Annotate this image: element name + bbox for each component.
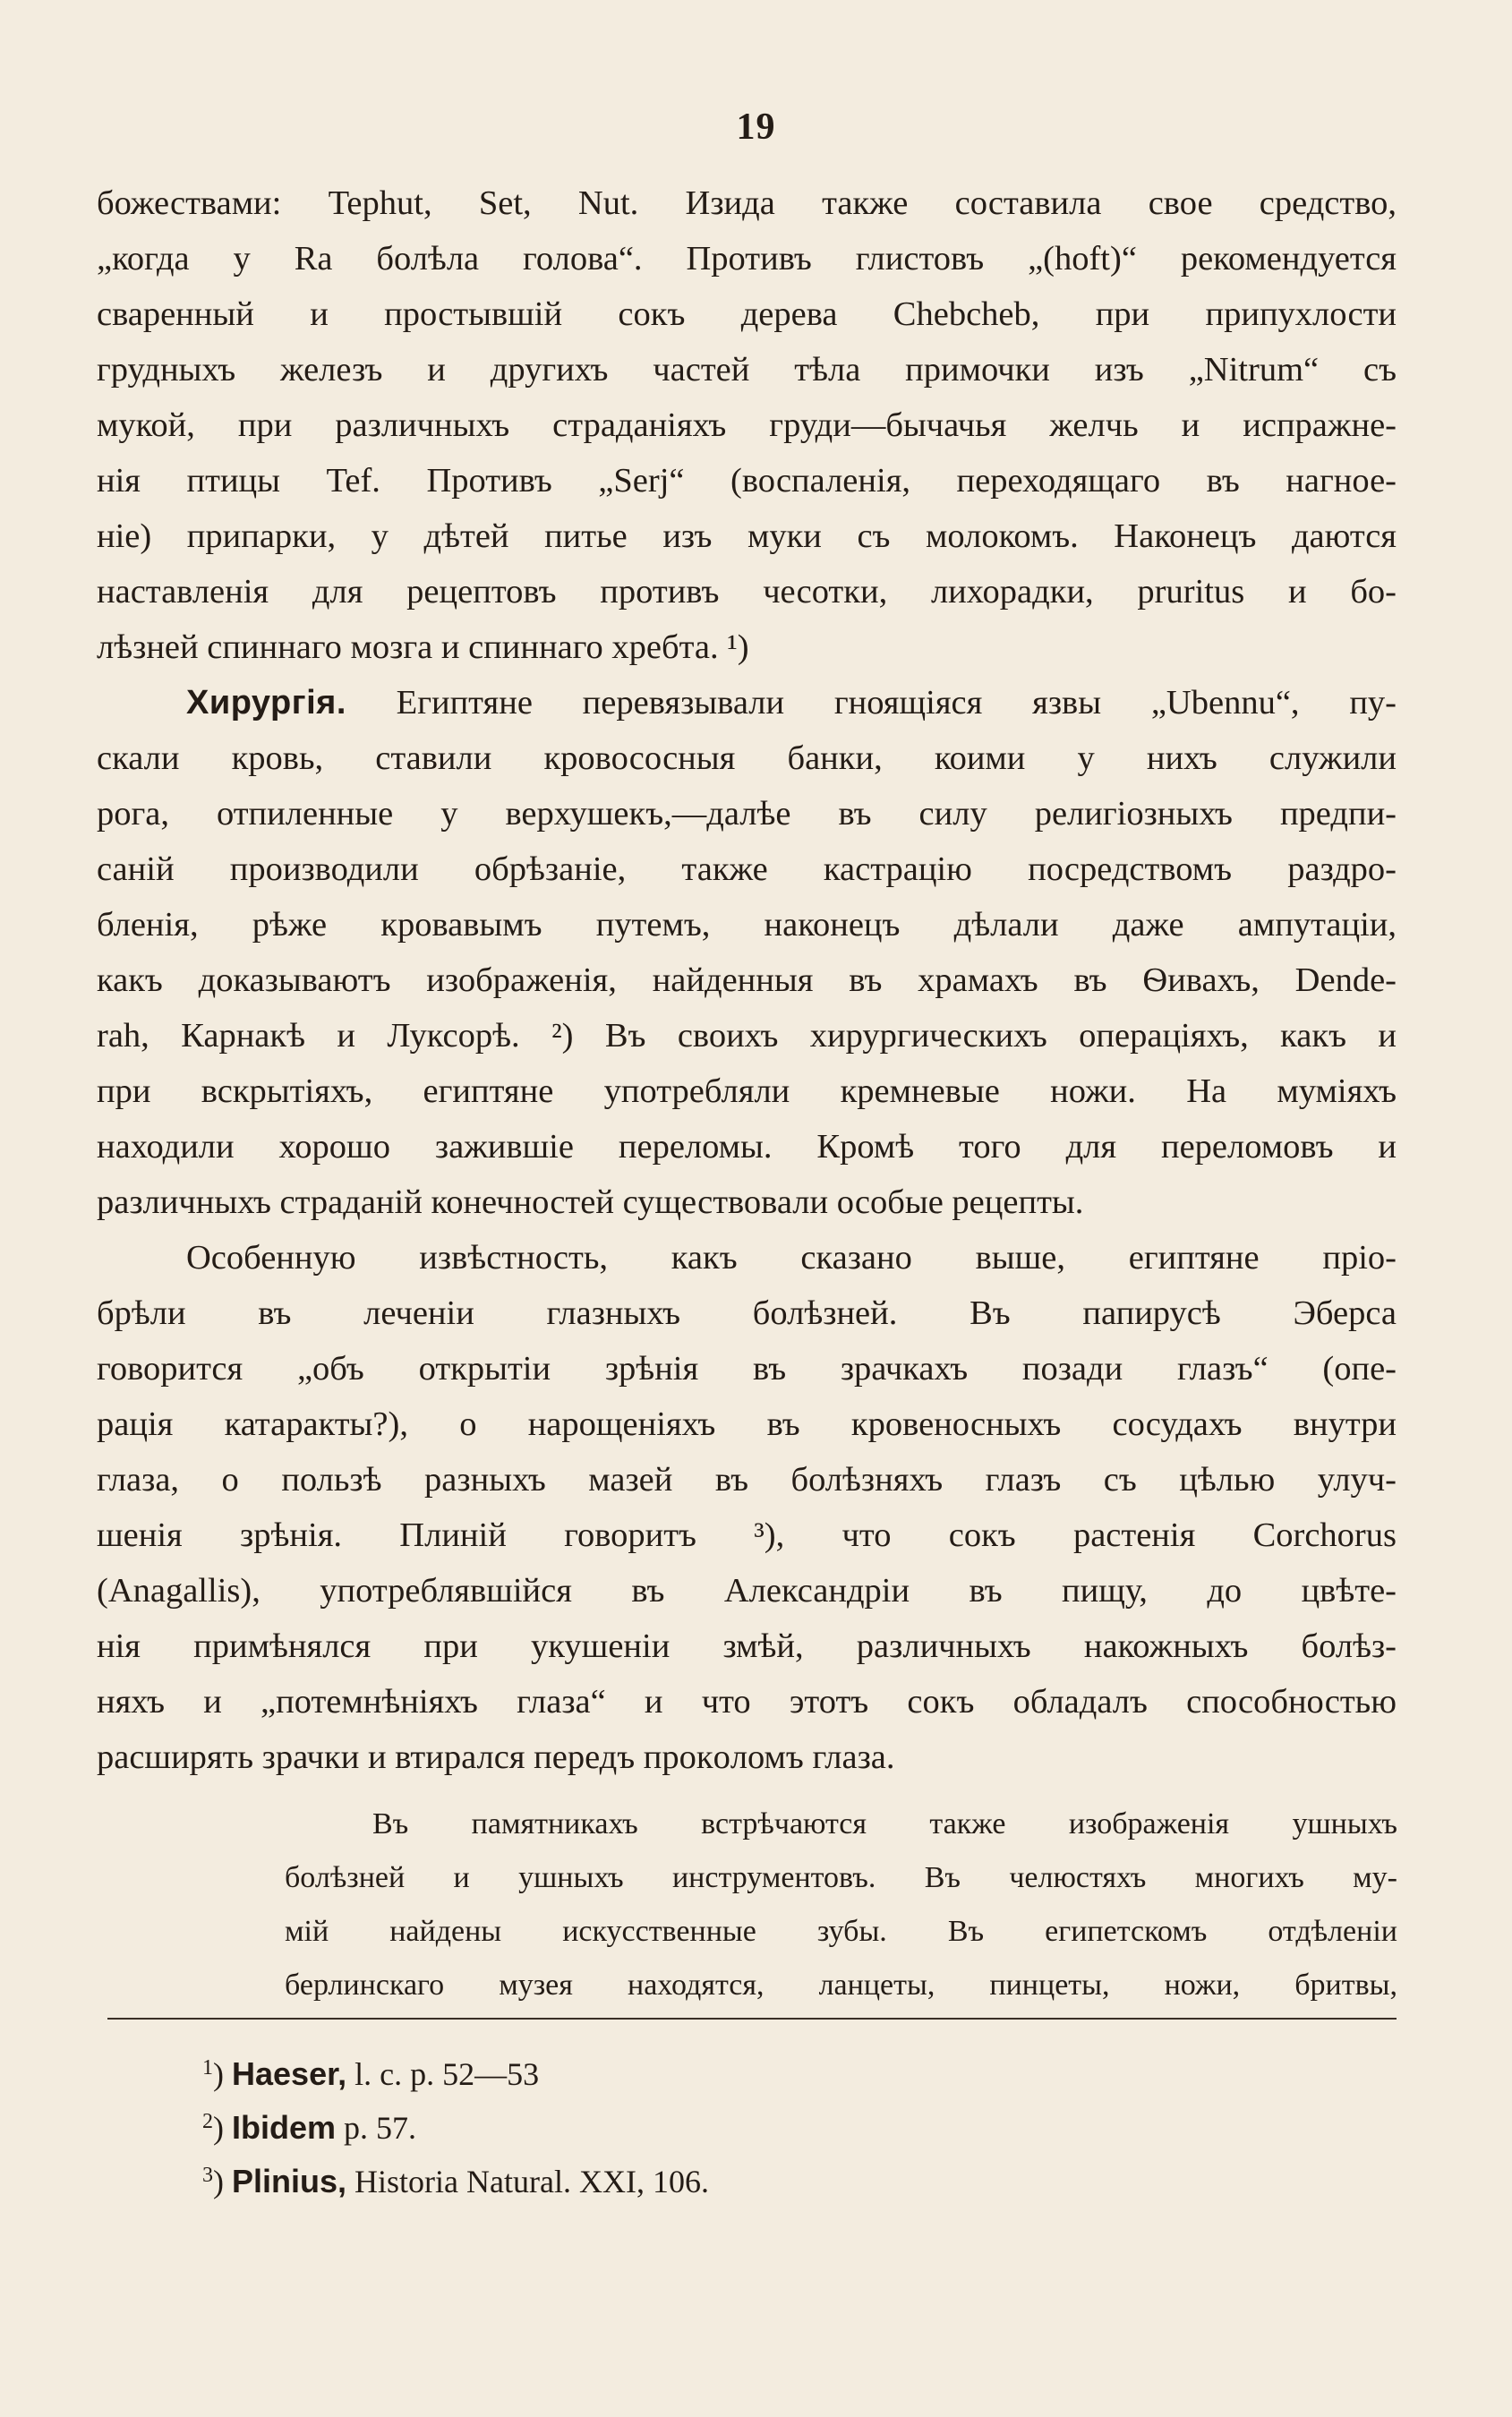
paragraph-remedies (97, 175, 1397, 675)
text-line: мій найдены искусственные зубы. Въ египетскомъ отдѣленіи (285, 1915, 1397, 1948)
text-line: Особенную извѣстность, какъ сказано выше, египтяне пріо- (186, 1239, 1397, 1277)
footnote-mark: 1 (202, 2056, 213, 2080)
text-line (97, 675, 1397, 730)
text-line: при вскрытіяхъ, египтяне употребляли кремневые ножи. На муміяхъ (97, 1072, 1397, 1110)
paragraph-surgery (97, 675, 1397, 1230)
paragraph-ear-diseases (285, 1798, 1397, 2012)
text-line: рація катаракты?), о нарощеніяхъ въ кровеносныхъ сосудахъ внутри (97, 1405, 1397, 1443)
text-line: берлинскаго музея находятся, ланцеты, пинцеты, ножи, бритвы, (285, 1969, 1397, 2002)
footnote-text: Historia Natural. XXI, 106. (346, 2164, 709, 2199)
footnote-mark: 3 (202, 2164, 213, 2187)
text-line: какъ доказываютъ изображенія, найденныя въ храмахъ въ Ѳивахъ, Dende- (97, 961, 1397, 999)
footnote-1: $^1$) Haeser, l. c. p. 52—53 (202, 2055, 540, 2092)
text-line: сваренный и простывшій сокъ дерева Chebcheb, при припухлости (97, 295, 1397, 333)
text-line: различныхъ страданій конечностей существовали особые рецепты. (97, 1183, 1084, 1221)
footnote-author: Haeser, (232, 2055, 347, 2092)
text-line: „когда у Ra болѣла голова“. Противъ глистовъ „(hoft)“ рекомендуется (97, 240, 1397, 278)
footnotes (202, 2041, 1277, 2202)
footnote-divider (107, 2018, 1397, 2020)
page-number: 19 (736, 107, 776, 148)
text-line: грудныхъ железъ и другихъ частей тѣла примочки изъ „Nitrum“ съ (97, 351, 1397, 389)
text-line: rah, Карнакѣ и Луксорѣ. ²) Въ своихъ хирургическихъ операціяхъ, какъ и (97, 1017, 1397, 1055)
text-line: болѣзней и ушныхъ инструментовъ. Въ челюстяхъ многихъ му- (285, 1861, 1397, 1894)
text-run: Египтяне перевязывали гноящіяся язвы „Ubennu“, пу- (396, 684, 1397, 722)
text-line: говорится „объ открытіи зрѣнія въ зрачкахъ позади глазъ“ (опе- (97, 1350, 1397, 1388)
text-line: нія примѣнялся при укушеніи змѣй, различныхъ накожныхъ болѣз- (97, 1627, 1397, 1665)
text-line: наставленія для рецептовъ противъ чесотки, лихорадки, pruritus и бо- (97, 573, 1397, 611)
text-line: нія птицы Tef. Противъ „Serj“ (воспаленія, переходящаго въ нагное- (97, 462, 1397, 500)
text-line: лѣзней спиннаго мозга и спиннаго хребта. ¹) (97, 628, 749, 666)
text-line: глаза, о пользѣ разныхъ мазей въ болѣзняхъ глазъ съ цѣлью улуч- (97, 1461, 1397, 1499)
footnote-2: $^2$) Ibidem p. 57. (202, 2109, 417, 2146)
text-line: шенія зрѣнія. Плиній говоритъ ³), что сокъ растенія Corchorus (97, 1516, 1397, 1554)
text-line: мукой, при различныхъ страданіяхъ груди—бычачья желчь и испражне- (97, 406, 1397, 444)
text-line: няхъ и „потемнѣніяхъ глаза“ и что этотъ сокъ обладалъ способностью (97, 1683, 1397, 1721)
main-text (97, 175, 1397, 1785)
footnote-author: Ibidem (232, 2109, 337, 2146)
text-line: скали кровь, ставили кровососныя банки, коими у нихъ служили (97, 739, 1397, 777)
text-line: (Anagallis), употреблявшійся въ Александріи въ пищу, до цвѣте- (97, 1572, 1397, 1610)
text-line: рога, отпиленные у верхушекъ,—далѣе въ силу религіозныхъ предпи- (97, 795, 1397, 833)
text-line: саній производили обрѣзаніе, также кастрацію посредствомъ раздро- (97, 850, 1397, 888)
paragraph-eye-diseases (97, 1230, 1397, 1785)
footnote-mark: 2 (202, 2110, 213, 2133)
section-heading-surgery: Хирургія. (186, 684, 346, 722)
text-line: бленія, рѣже кровавымъ путемъ, наконецъ дѣлали даже ампутаціи, (97, 906, 1397, 944)
text-line: брѣли въ леченіи глазныхъ болѣзней. Въ папирусѣ Эберса (97, 1294, 1397, 1332)
footnote-text: l. c. p. 52—53 (346, 2056, 540, 2092)
text-line: находили хорошо зажившіе переломы. Кромѣ того для переломовъ и (97, 1128, 1397, 1166)
footnote-author: Plinius, (232, 2163, 347, 2199)
footnote-3: $^3$) Plinius, Historia Natural. XXI, 106. (202, 2163, 709, 2199)
text-line: ніе) припарки, у дѣтей питье изъ муки съ молокомъ. Наконецъ даются (97, 517, 1397, 555)
text-line: божествами: Tephut, Set, Nut. Изида также составила свое средство, (97, 184, 1397, 222)
text-line: Въ памятникахъ встрѣчаются также изображенія ушныхъ (372, 1807, 1397, 1841)
text-line: расширять зрачки и втирался передъ прокoломъ глаза. (97, 1738, 895, 1776)
footnote-text: p. 57. (336, 2110, 417, 2146)
